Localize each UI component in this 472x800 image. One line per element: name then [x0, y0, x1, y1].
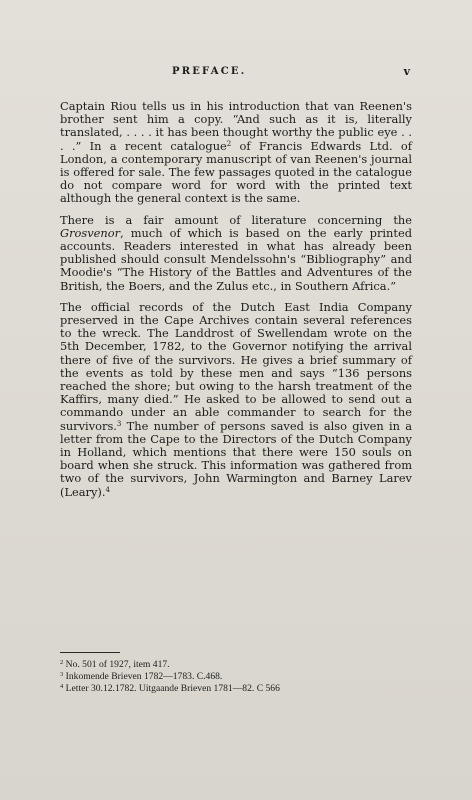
header-title: PREFACE. [172, 66, 247, 77]
footnote-mark: 4 [60, 683, 64, 690]
body-text [60, 100, 412, 507]
footnote-rule [60, 652, 120, 653]
footnote-marker: 3 [116, 419, 122, 428]
text-run: The official records of the Dutch East India Company preserved in the Cape Archives contain several references to the wreck. The Landdrost of Swellendam wrote on the 5th December, 1782, to the Governor notifying the arrival there of five of the survivors. He gives a brief summary of the events as told by these men and says “136 persons reached the shore; but owing to the harsh treatment of the Kaffirs, many died.” He asked to be allowed to send out a commando under an able commander to search for the survivors. [60, 299, 412, 433]
paragraph [60, 301, 412, 499]
footnote-mark: 3 [60, 671, 64, 678]
italic-text: Grosvenor [60, 225, 121, 240]
footnote [60, 671, 412, 683]
text-run: of Francis Edwards Ltd. of London, a contemporary manuscript of van Reenen's journal is offered for sale. The few passages quoted in the catalogue do not compare word for word with the printed text although the general context is the same. [60, 138, 412, 206]
footnote-text: No. 501 of 1927, item 417. [65, 659, 170, 670]
page-number: v [403, 65, 410, 78]
footnote-text: Letter 30.12.1782. Uitgaande Brieven 1781—82. C 566 [65, 683, 280, 694]
footnote-marker: 2 [226, 139, 232, 148]
footnote [60, 683, 412, 695]
running-header [60, 66, 412, 82]
paragraph [60, 100, 412, 206]
footnotes [60, 659, 412, 695]
text-run: , much of which is based on the early printed accounts. Readers interested in what has already been published should consult Mendelssohn's “Bibliography” and Moodie's “The History of the Battles and Adventures of the British, the Boers, and the Zulus etc., in Southern Africa.” [60, 225, 412, 293]
text-run: The number of persons saved is also given in a letter from the Cape to the Directors of the Dutch Company in Holland, which mentions that there were 150 souls on board when she struck. This information was gathered from two of the survivors, John Warmington and Barney Larev (Leary). [60, 418, 412, 499]
paragraph [60, 214, 412, 293]
footnote [60, 659, 412, 671]
footnote-mark: 2 [60, 659, 64, 666]
text-run: There is a fair amount of literature concerning the [60, 212, 412, 227]
footnote-marker: 4 [105, 485, 110, 494]
footnote-text: Inkomende Brieven 1782—1783. C.468. [65, 671, 223, 682]
text-run: Captain Riou tells us in his introduction that van Reenen's brother sent him a copy. “And such as it is, literally translated, . . . . it has been thought worthy the public eye . . . .” In a recent catalogue [60, 99, 412, 153]
